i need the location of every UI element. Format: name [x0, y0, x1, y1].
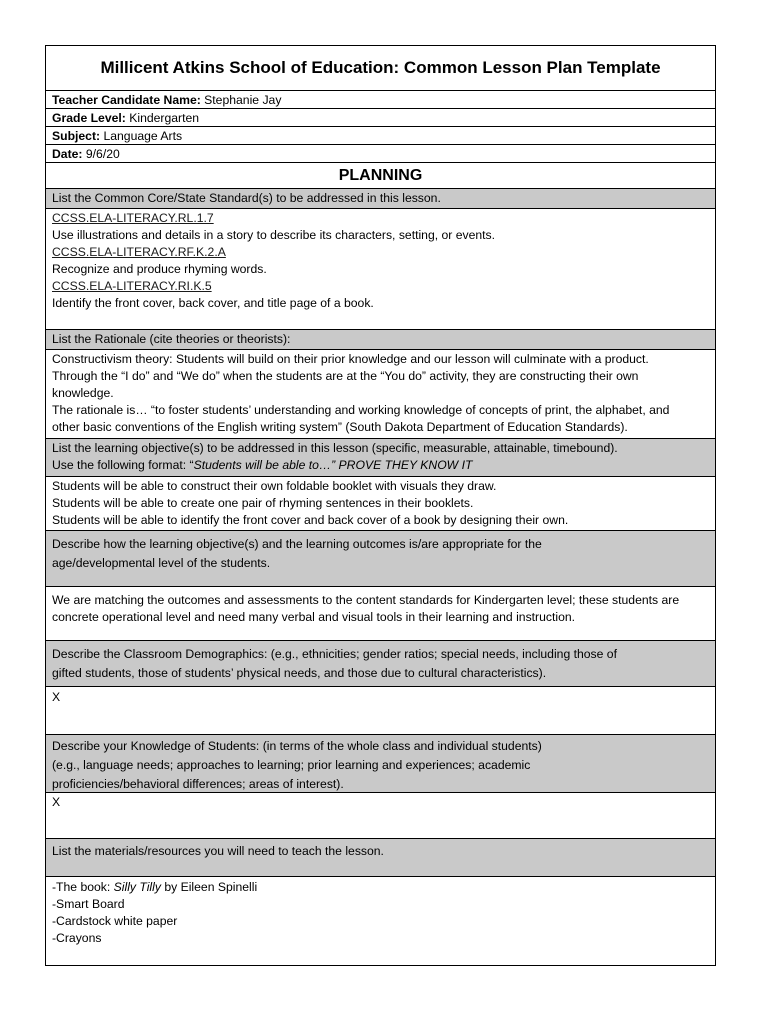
grade-row — [46, 109, 715, 127]
knowledge-prompt — [46, 735, 715, 793]
standard-link-3[interactable]: CCSS.ELA-LITERACY.RI.K.5 — [52, 279, 212, 293]
document-title: Millicent Atkins School of Education: Common Lesson Plan Template — [46, 46, 715, 91]
standard-text-2: Recognize and produce rhyming words. — [52, 262, 267, 276]
materials-item: -Smart Board — [52, 897, 125, 911]
appropriate-line2: concrete operational level and need many verbal and visual tools in their learning and instruction. — [52, 610, 576, 624]
planning-heading: PLANNING — [46, 163, 715, 189]
standard-text-1: Use illustrations and details in a story to describe its characters, setting, or events. — [52, 228, 496, 242]
objective-line: Students will be able to create one pair of rhyming sentences in their booklets. — [52, 496, 474, 510]
lesson-plan-table — [45, 45, 716, 966]
demographics-prompt-line2: gifted students, those of students’ physical needs, and those due to cultural characteristics). — [52, 666, 547, 680]
date-value: 9/6/20 — [85, 147, 120, 161]
demographics-answer: X — [46, 687, 715, 735]
appropriate-prompt-line1: Describe how the learning objective(s) and the learning outcomes is/are appropriate for the — [52, 537, 542, 551]
objectives-prompt — [46, 439, 715, 477]
subject-value: Language Arts — [103, 129, 183, 143]
standard-link-2[interactable]: CCSS.ELA-LITERACY.RF.K.2.A — [52, 245, 226, 259]
objectives-format-prefix: Use the following format: “ — [52, 458, 194, 472]
materials-book-title: Silly Tilly — [113, 880, 161, 894]
rationale-line: Through the “I do” and “We do” when the students are at the “You do” activity, they are constructing their own — [52, 369, 639, 383]
objectives-prompt-line1: List the learning objective(s) to be addressed in this lesson (specific, measurable, attainable, timebound). — [52, 441, 618, 455]
appropriate-line1: We are matching the outcomes and assessments to the content standards for Kindergarten level; these students are — [52, 593, 680, 607]
grade-value: Kindergarten — [129, 111, 200, 125]
demographics-prompt — [46, 641, 715, 687]
standards-prompt: List the Common Core/State Standard(s) to be addressed in this lesson. — [46, 189, 715, 209]
teacher-label: Teacher Candidate Name: — [52, 93, 201, 107]
knowledge-prompt-line2: (e.g., language needs; approaches to learning; prior learning and experiences; academic — [52, 758, 531, 772]
standard-link-1[interactable]: CCSS.ELA-LITERACY.RL.1.7 — [52, 211, 214, 225]
knowledge-answer: X — [46, 793, 715, 839]
rationale-content — [46, 350, 715, 439]
objectives-prompt-line2 — [52, 457, 709, 474]
materials-item: -Cardstock white paper — [52, 914, 178, 928]
rationale-prompt: List the Rationale (cite theories or theorists): — [46, 330, 715, 350]
date-label: Date: — [52, 147, 83, 161]
teacher-row — [46, 91, 715, 109]
materials-prompt: List the materials/resources you will need to teach the lesson. — [46, 839, 715, 877]
materials-book — [52, 879, 709, 896]
objective-line: Students will be able to identify the front cover and back cover of a book by designing their own. — [52, 513, 569, 527]
subject-label: Subject: — [52, 129, 101, 143]
standards-content — [46, 209, 715, 330]
subject-row — [46, 127, 715, 145]
knowledge-prompt-line1: Describe your Knowledge of Students: (in terms of the whole class and individual students) — [52, 739, 542, 753]
appropriate-prompt-line2: age/developmental level of the students. — [52, 556, 271, 570]
objectives-format-italic: Students will be able to…” PROVE THEY KNOW IT — [193, 458, 473, 472]
materials-item: -Crayons — [52, 931, 102, 945]
rationale-line: other basic conventions of the English writing system” (South Dakota Department of Education Standards). — [52, 420, 628, 434]
materials-content — [46, 877, 715, 965]
materials-book-prefix: -The book: — [52, 880, 114, 894]
appropriate-prompt — [46, 531, 715, 587]
knowledge-prompt-line3: proficiencies/behavioral differences; areas of interest). — [52, 777, 344, 791]
rationale-line: knowledge. — [52, 386, 114, 400]
objective-line: Students will be able to construct their own foldable booklet with visuals they draw. — [52, 479, 497, 493]
date-row — [46, 145, 715, 163]
materials-book-suffix: by Eileen Spinelli — [160, 880, 258, 894]
demographics-prompt-line1: Describe the Classroom Demographics: (e.g., ethnicities; gender ratios; special needs, including those of — [52, 647, 617, 661]
appropriate-content — [46, 587, 715, 641]
objectives-content — [46, 477, 715, 531]
rationale-line: Constructivism theory: Students will build on their prior knowledge and our lesson will culminate with a product. — [52, 352, 649, 366]
standard-text-3: Identify the front cover, back cover, and title page of a book. — [52, 296, 374, 310]
teacher-value: Stephanie Jay — [204, 93, 282, 107]
rationale-line: The rationale is… “to foster students’ understanding and working knowledge of concepts of print, the alphabet, and — [52, 403, 670, 417]
grade-label: Grade Level: — [52, 111, 126, 125]
